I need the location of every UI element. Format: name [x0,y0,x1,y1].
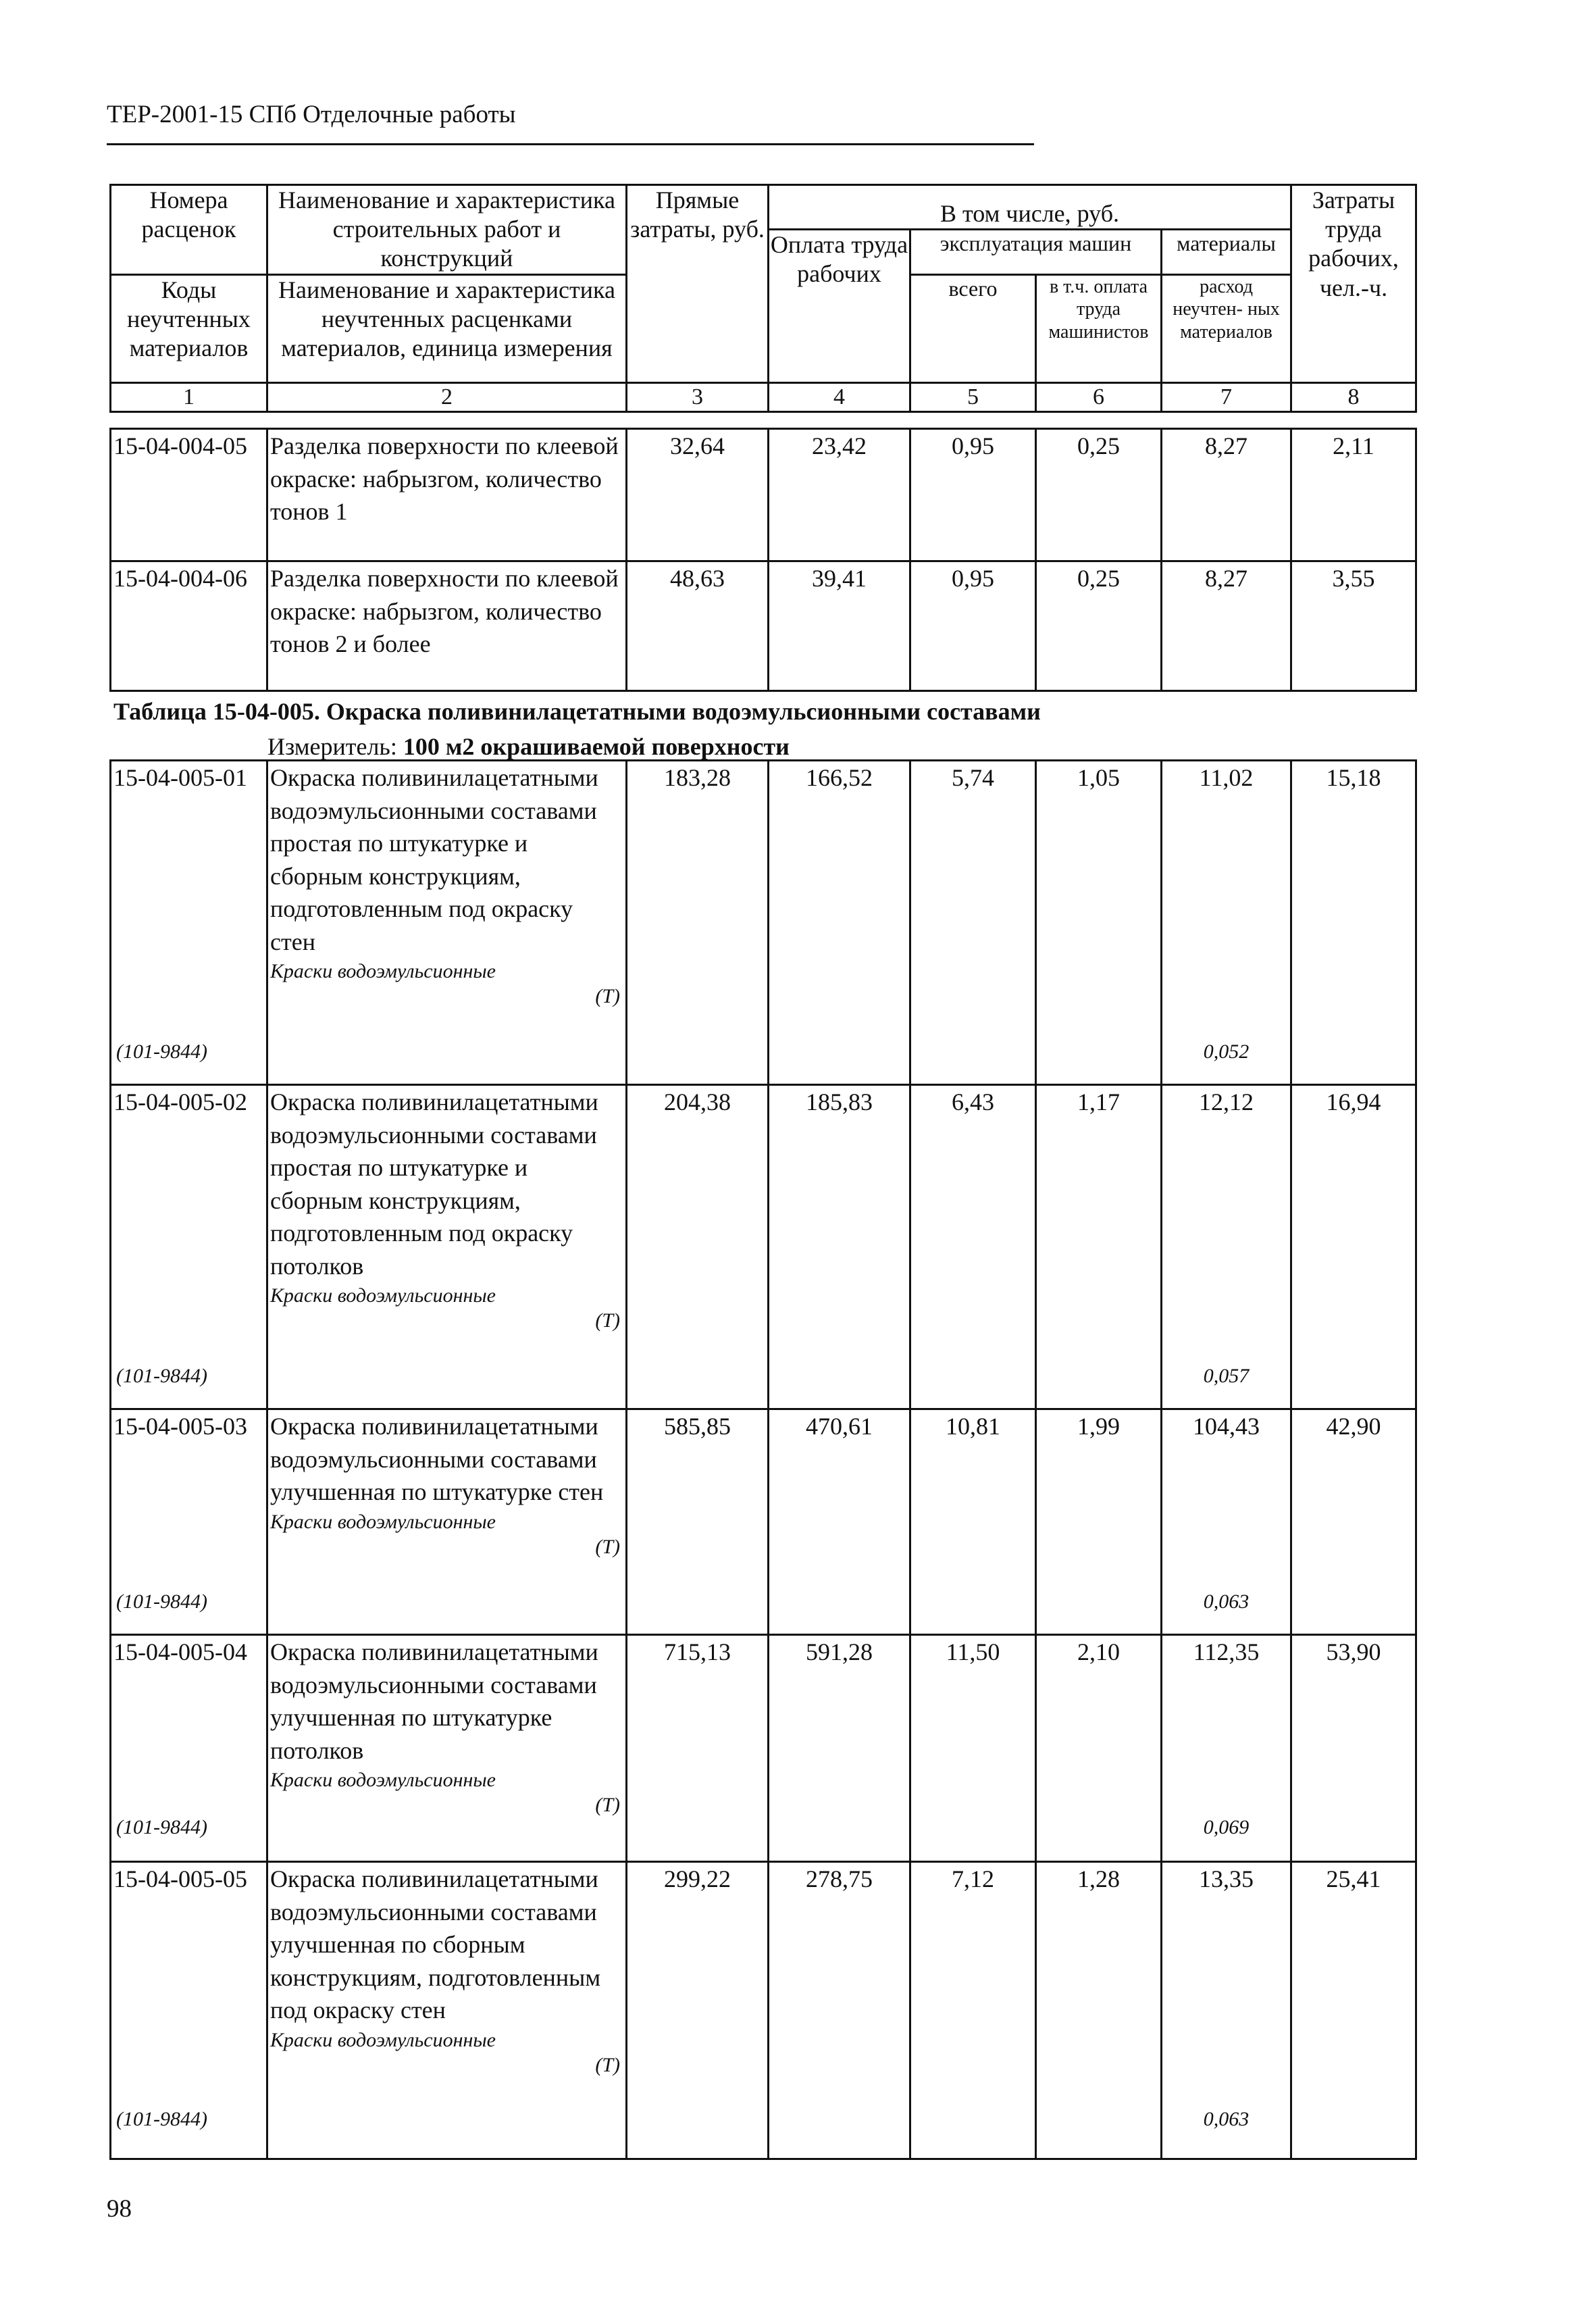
material-unit: (Т) [595,2053,620,2076]
column-number-1: 1 [111,382,267,412]
labor-hours: 42,90 [1291,1409,1416,1635]
material-code: (101-9844) [116,1040,207,1063]
machinist-pay: 1,05 [1036,761,1162,1085]
machinist-pay: 0,25 [1036,429,1162,561]
rate-code: 15-04-005-04 [113,1638,247,1665]
header-machines-total: всего [910,274,1036,382]
labor-hours: 3,55 [1291,561,1416,691]
machinist-pay: 1,99 [1036,1409,1162,1635]
direct-costs: 204,38 [627,1085,769,1409]
machines-total: 6,43 [910,1085,1036,1409]
materials-cost: 104,43 [1193,1413,1260,1440]
direct-costs: 32,64 [627,429,769,561]
header-direct-costs: Прямые затраты, руб. [627,185,769,383]
measure-label: Измеритель: [267,733,397,760]
column-header-table [109,184,1417,413]
machines-total: 11,50 [910,1635,1036,1862]
rate-description: Разделка поверхности по клеевой окраске: набрызгом, количество тонов 1 [267,429,627,561]
materials-cost: 13,35 [1199,1865,1254,1892]
page-number: 98 [107,2195,132,2223]
column-number-7: 7 [1162,382,1291,412]
column-number-6: 6 [1036,382,1162,412]
rate-description: Разделка поверхности по клеевой окраске: набрызгом, количество тонов 2 и более [267,561,627,691]
rate-code: 15-04-005-05 [113,1865,247,1892]
labor-hours: 15,18 [1291,761,1416,1085]
rate-code: 15-04-004-05 [111,429,267,561]
labor-pay: 185,83 [769,1085,910,1409]
column-number-2: 2 [267,382,627,412]
running-header: ТЕР-2001-15 СПб Отделочные работы [107,101,516,128]
rate-code: 15-04-004-06 [111,561,267,691]
table-row [111,1085,1416,1409]
labor-pay: 166,52 [769,761,910,1085]
header-unaccounted-materials: расход неучтен- ных материалов [1162,274,1291,382]
machinist-pay: 2,10 [1036,1635,1162,1862]
rate-code: 15-04-005-03 [113,1413,247,1440]
material-code: (101-9844) [116,1590,207,1613]
materials-cost: 8,27 [1162,429,1291,561]
table-label: Таблица 15-04-005. [113,698,320,725]
column-number-4: 4 [769,382,910,412]
column-number-8: 8 [1291,382,1416,412]
direct-costs: 715,13 [627,1635,769,1862]
rate-code: 15-04-005-02 [113,1088,247,1115]
labor-pay: 470,61 [769,1409,910,1635]
machines-total: 7,12 [910,1862,1036,2159]
machinist-pay: 1,17 [1036,1085,1162,1409]
direct-costs: 183,28 [627,761,769,1085]
machinist-pay: 0,25 [1036,561,1162,691]
labor-hours: 53,90 [1291,1635,1416,1862]
table-row [111,761,1416,1085]
materials-cost: 11,02 [1199,764,1254,791]
labor-pay: 23,42 [769,429,910,561]
table-row [111,1635,1416,1862]
rate-description: Окраска поливинилацетатными водоэмульсионными составами простая по штукатурке и сборным конструкциям, подготовленным под окраску потолков [270,1088,598,1280]
machines-total: 10,81 [910,1409,1036,1635]
header-rate-numbers: Номера расценок [111,185,267,275]
header-rule [107,143,1034,145]
material-name: Краски водоэмульсионные [270,1284,496,1307]
column-number-5: 5 [910,382,1036,412]
table-005-rows [109,759,1417,2160]
labor-pay: 591,28 [769,1635,910,1862]
header-labor-pay: Оплата труда рабочих [769,230,910,383]
material-unit: (Т) [595,1535,620,1558]
column-number-3: 3 [627,382,769,412]
header-machinist-pay: в т.ч. оплата труда машинистов [1036,274,1162,382]
rate-code: 15-04-005-01 [113,764,247,791]
material-name: Краски водоэмульсионные [270,2028,496,2051]
rate-description: Окраска поливинилацетатными водоэмульсионными составами улучшенная по сборным конструкциям, подготовленным под окраску стен [270,1865,601,2023]
table-row [111,561,1416,691]
material-name: Краски водоэмульсионные [270,1510,496,1533]
table-row [111,1862,1416,2159]
materials-cost: 12,12 [1199,1088,1254,1115]
labor-hours: 25,41 [1291,1862,1416,2159]
header-labor-hours: Затраты труда рабочих, чел.-ч. [1291,185,1416,383]
material-quantity: 0,063 [1203,2108,1250,2130]
materials-cost: 8,27 [1162,561,1291,691]
header-including: В том числе, руб. [769,185,1291,230]
measure-line [267,732,790,761]
rate-description: Окраска поливинилацетатными водоэмульсионными составами простая по штукатурке и сборным конструкциям, подготовленным под окраску стен [270,764,598,955]
material-quantity: 0,057 [1203,1365,1250,1387]
material-unit: (Т) [595,985,620,1007]
header-unaccounted-names: Наименование и характеристика неучтенных расценками материалов, единица измерения [267,274,627,382]
material-code: (101-9844) [116,2108,207,2130]
direct-costs: 299,22 [627,1862,769,2159]
table-004-rows [109,428,1417,692]
header-machines: эксплуатация машин [910,230,1162,275]
material-quantity: 0,063 [1203,1590,1250,1613]
material-code: (101-9844) [116,1365,207,1387]
labor-pay: 39,41 [769,561,910,691]
material-unit: (Т) [595,1794,620,1816]
labor-hours: 16,94 [1291,1085,1416,1409]
machines-total: 0,95 [910,429,1036,561]
machines-total: 0,95 [910,561,1036,691]
table-title: Окраска поливинилацетатными водоэмульсионными составами [326,698,1041,725]
labor-hours: 2,11 [1291,429,1416,561]
material-name: Краски водоэмульсионные [270,960,496,982]
rate-description: Окраска поливинилацетатными водоэмульсионными составами улучшенная по штукатурке стен [270,1413,604,1505]
table-row [111,429,1416,561]
material-name: Краски водоэмульсионные [270,1769,496,1791]
labor-pay: 278,75 [769,1862,910,2159]
material-code: (101-9844) [116,1816,207,1838]
table-row [111,1409,1416,1635]
machinist-pay: 1,28 [1036,1862,1162,2159]
material-quantity: 0,052 [1203,1040,1250,1063]
header-materials: материалы [1162,230,1291,275]
materials-cost: 112,35 [1193,1638,1260,1665]
machines-total: 5,74 [910,761,1036,1085]
table-caption [113,697,1041,726]
material-unit: (Т) [595,1309,620,1332]
direct-costs: 48,63 [627,561,769,691]
direct-costs: 585,85 [627,1409,769,1635]
header-work-name: Наименование и характеристика строительных работ и конструкций [267,185,627,275]
rate-description: Окраска поливинилацетатными водоэмульсионными составами улучшенная по штукатурке потолков [270,1638,598,1764]
header-unaccounted-codes: Коды неучтенных материалов [111,274,267,382]
material-quantity: 0,069 [1203,1816,1250,1838]
measure-value: 100 м2 окрашиваемой поверхности [403,733,790,760]
